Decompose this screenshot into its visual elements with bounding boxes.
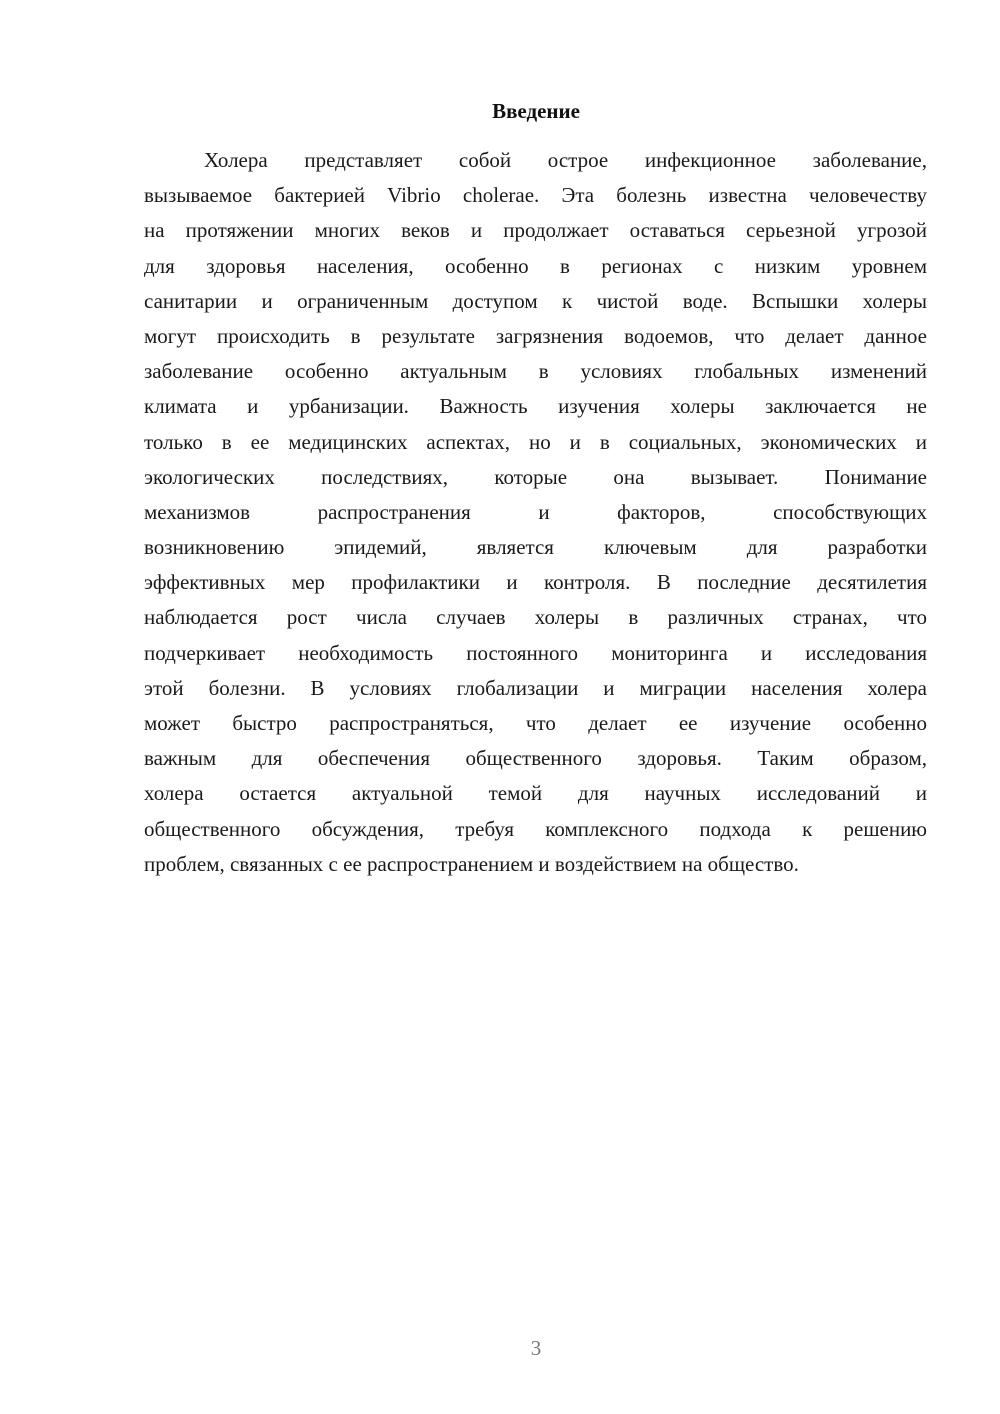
paragraph-line: санитарии и ограниченным доступом к чистой воде. Вспышки холеры xyxy=(144,288,927,313)
paragraph-line: этой болезни. В условиях глобализации и миграции населения холера xyxy=(144,675,927,700)
paragraph-line: вызываемое бактерией Vibrio cholerae. Эта болезнь известна человечеству xyxy=(144,183,927,208)
paragraph-line: Холера представляет собой острое инфекционное заболевание, xyxy=(204,148,927,172)
paragraph-line: эффективных мер профилактики и контроля. В последние десятилетия xyxy=(144,570,927,595)
paragraph-line: могут происходить в результате загрязнения водоемов, что делает данное xyxy=(144,323,927,348)
paragraph-line: может быстро распространяться, что делает ее изучение особенно xyxy=(144,711,927,735)
paragraph-line: для здоровья населения, особенно в регионах с низким уровнем xyxy=(144,253,927,278)
body-paragraph xyxy=(144,143,927,882)
page-number: 3 xyxy=(530,1336,542,1360)
paragraph-line: механизмов распространения и факторов, способствующих xyxy=(144,499,927,524)
paragraph-line: наблюдается рост числа случаев холеры в различных странах, что xyxy=(144,605,927,630)
paragraph-line: возникновению эпидемий, является ключевым для разработки xyxy=(144,535,927,560)
paragraph-line: подчеркивает необходимость постоянного мониторинга и исследования xyxy=(144,640,927,665)
paragraph-line: холера остается актуальной темой для научных исследований и xyxy=(144,781,927,806)
paragraph-line: важным для обеспечения общественного здоровья. Таким образом, xyxy=(144,746,927,771)
paragraph-line: общественного обсуждения, требуя комплексного подхода к решению xyxy=(144,816,927,841)
paragraph-line: проблем, связанных с ее распространением и воздействием на общество. xyxy=(144,851,799,876)
paragraph-line: заболевание особенно актуальным в условиях глобальных изменений xyxy=(144,359,927,384)
paragraph-line: экологических последствиях, которые она вызывает. Понимание xyxy=(144,464,927,489)
paragraph-line: только в ее медицинских аспектах, но и в социальных, экономических и xyxy=(144,429,927,454)
section-heading: Введение xyxy=(492,99,580,123)
paragraph-line: климата и урбанизации. Важность изучения холеры заключается не xyxy=(144,394,927,419)
paragraph-line: на протяжении многих веков и продолжает оставаться серьезной угрозой xyxy=(144,218,927,243)
